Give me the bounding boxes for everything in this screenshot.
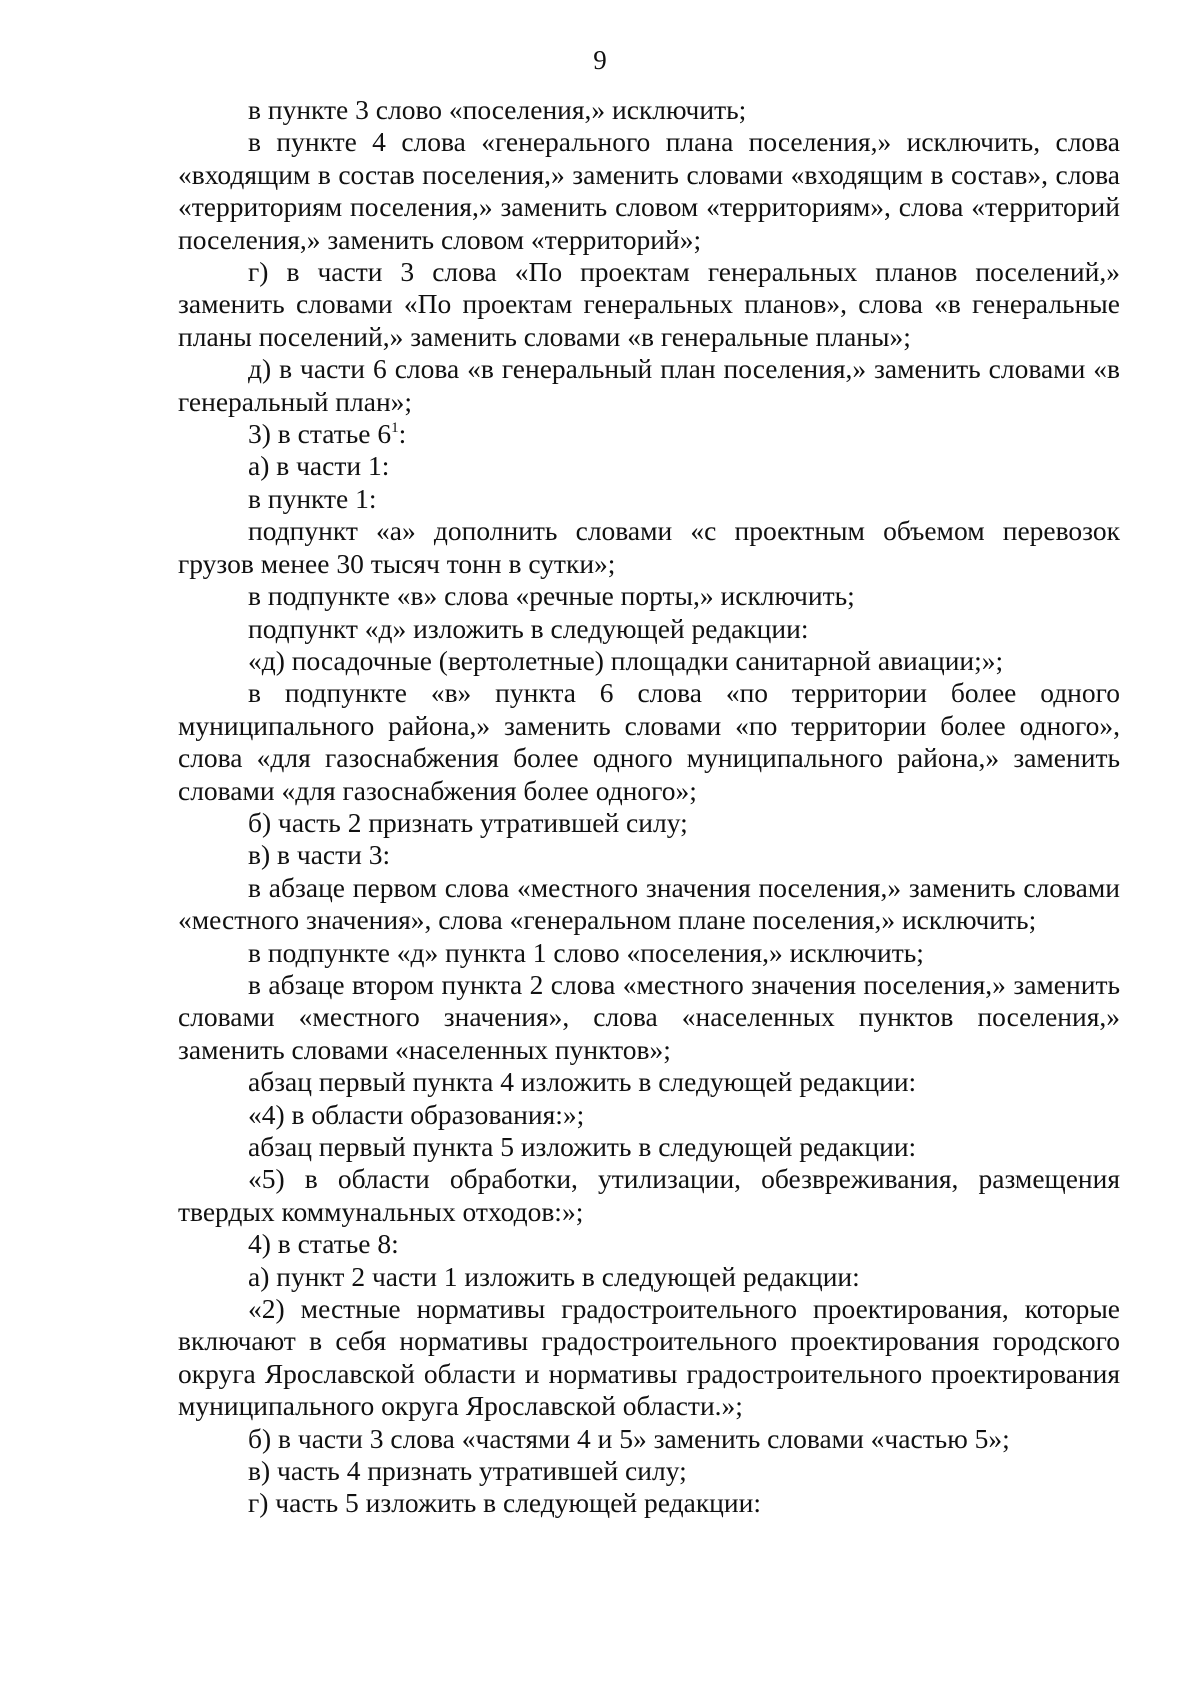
paragraph: подпункт «д» изложить в следующей редакции: [248, 612, 809, 644]
paragraph: б) в части 3 слова «частями 4 и 5» заменить словами «частью 5»; [248, 1422, 1010, 1454]
paragraph: абзац первый пункта 4 изложить в следующей редакции: [248, 1066, 917, 1098]
article-superscript: 1 [391, 420, 399, 437]
document-body [178, 94, 1120, 1520]
paragraph: в) в части 3: [248, 839, 391, 871]
article-heading-text: 3) в статье 6 [248, 418, 392, 450]
paragraph: в пункте 1: [248, 482, 377, 514]
paragraph: «2) местные нормативы градостроительного проектирования, которые включают в себя нормативы градостроительного проектирования городского округа Ярославской области и нормативы градостроительного проектирования муниципального округа Ярославской области.»; [178, 1293, 1120, 1422]
page-number: 9 [593, 45, 607, 75]
paragraph: в абзаце втором пункта 2 слова «местного значения поселения,» заменить словами «местного значения», слова «населенных пунктов поселения,» заменить словами «населенных пунктов»; [178, 968, 1120, 1065]
paragraph: в абзаце первом слова «местного значения поселения,» заменить словами «местного значения», слова «генеральном плане поселения,» исключить; [178, 871, 1120, 936]
paragraph: г) в части 3 слова «По проектам генеральных планов поселений,» заменить словами «По проектам генеральных планов», слова «в генеральные планы поселений,» заменить словами «в генеральные планы»; [178, 256, 1120, 352]
paragraph: д) в части 6 слова «в генеральный план поселения,» заменить словами «в генеральный план»; [178, 353, 1120, 417]
paragraph: а) пункт 2 части 1 изложить в следующей редакции: [248, 1260, 860, 1292]
article-heading-suffix: : [398, 418, 407, 450]
paragraph: в подпункте «в» пункта 6 слова «по территории более одного муниципального района,» заменить словами «по территории более одного», слова «для газоснабжения более одного муниципального района,» заменить словами «для газоснабжения более одного»; [178, 677, 1120, 806]
paragraph: в подпункте «в» слова «речные порты,» исключить; [248, 580, 855, 612]
paragraph: а) в части 1: [248, 450, 390, 482]
paragraph: в пункте 3 слово «поселения,» исключить; [248, 94, 747, 125]
paragraph: «5) в области обработки, утилизации, обезвреживания, размещения твердых коммунальных отходов:»; [178, 1163, 1120, 1227]
paragraph: абзац первый пункта 5 изложить в следующей редакции: [248, 1131, 917, 1162]
paragraph: «д) посадочные (вертолетные) площадки санитарной авиации;»; [248, 644, 1004, 676]
paragraph: г) часть 5 изложить в следующей редакции: [248, 1487, 761, 1519]
paragraph: 4) в статье 8: [248, 1228, 399, 1260]
paragraph: подпункт «а» дополнить словами «с проектным объемом перевозок грузов менее 30 тысяч тонн в сутки»; [178, 515, 1120, 579]
paragraph: в) часть 4 признать утратившей силу; [248, 1455, 687, 1487]
paragraph: в подпункте «д» пункта 1 слово «поселения,» исключить; [248, 936, 924, 968]
paragraph: б) часть 2 признать утратившей силу; [248, 806, 688, 838]
paragraph: «4) в области образования:»; [248, 1098, 585, 1130]
paragraph-article-heading [178, 418, 1120, 450]
paragraph: в пункте 4 слова «генерального плана поселения,» исключить, слова «входящим в состав поселения,» заменить словами «входящим в состав», слова «территориям поселения,» заменить словом «территориям», слова «территорий поселения,» заменить словом «территорий»; [178, 126, 1120, 255]
